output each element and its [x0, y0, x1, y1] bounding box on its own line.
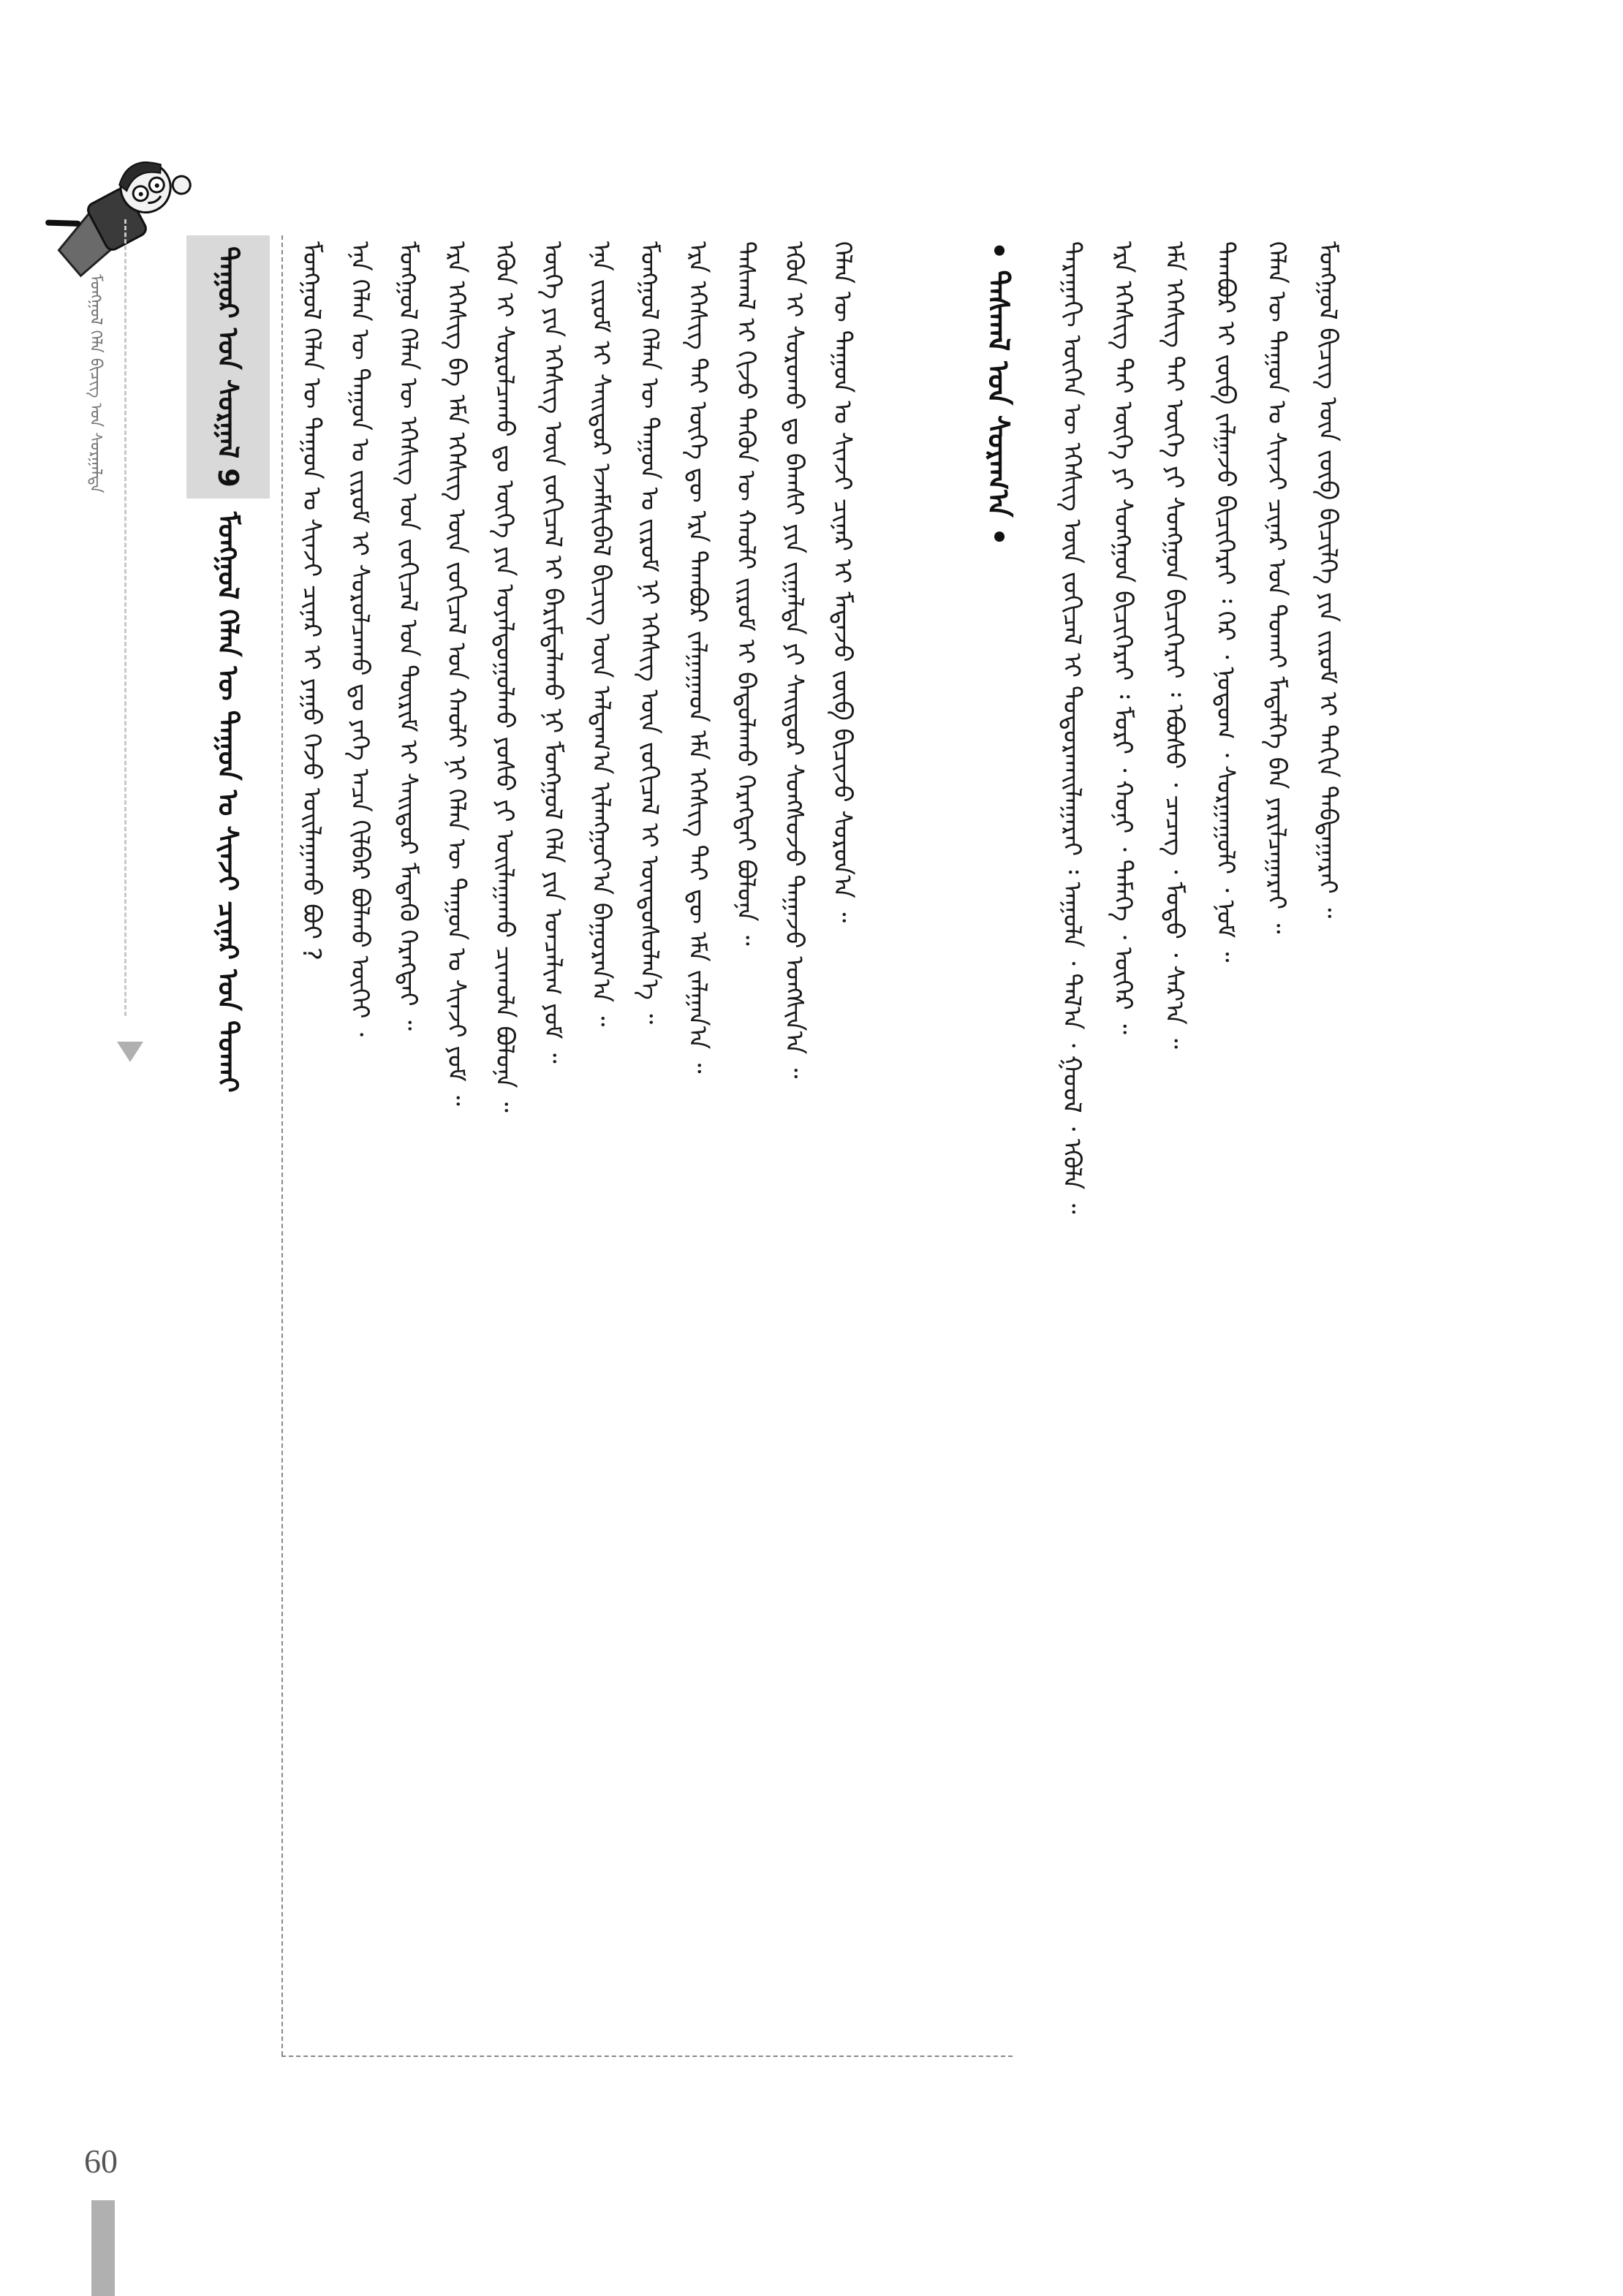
page-edge-tab [91, 2200, 115, 2296]
lesson-title [186, 512, 270, 1652]
passage-column: ᠡᠷᠡ ᠡᠭᠡᠰᠢᠭ ᠪᠠ ᠡᠮᠡ ᠡᠭᠡᠰᠢᠭ ᠦᠨ ᠵᠣᠬᠢᠴᠠᠯ ᠤᠨ ᠬᠠᠤᠯᠢ ᠨᠢ ᠬᠡᠯᠡᠨ ᠦ ᠳᠠᠭᠤᠨ ᠤ ᠰᠢᠨᠵᠢ ᠶᠤᠮ ᠃ [442, 241, 471, 1106]
exercise-column: ᠡᠷᠡ ᠡᠭᠡᠰᠢᠭ ᠲᠡᠢ ᠦᠭᠡ ᠶᠢ ᠰᠣᠩᠭᠣᠨ ᠪᠢᠴᠢᠭᠡᠷᠡᠢ ᠄ ᠮᠣᠷᠢ ᠂ ᠬᠣᠨᠢ ᠂ ᠲᠡᠮᠡᠭᠡ ᠂ ᠦᠬᠡᠷ ᠃ [1108, 241, 1138, 1034]
passage-column: ᠳᠠᠰᠬᠠᠯ ᠢ ᠬᠢᠵᠦ ᠲᠡᠭᠦᠨ ᠦ ᠬᠠᠤᠯᠢ ᠵᠢᠷᠤᠮ ᠢ ᠪᠠᠲᠤᠯᠠᠬᠤ ᠬᠡᠷᠡᠭᠲᠡᠢ ᠪᠣᠯᠤᠨᠠ ᠃ [731, 241, 760, 946]
mascot-illustration [29, 132, 197, 278]
passage-column: ᠬᠡᠯᠡᠨ ᠦ ᠳᠠᠭᠤᠨ ᠤ ᠰᠢᠨᠵᠢ ᠴᠢᠨᠠᠷ ᠢ ᠮᠡᠳᠡᠵᠦ ᠵᠦᠪ ᠪᠢᠴᠢᠵᠦ ᠰᠤᠷᠤᠨ᠎ᠠ ᠃ [828, 241, 857, 923]
passage-column: ᠡᠭᠦᠨ ᠢ ᠰᠤᠷᠤᠯᠴᠠᠬᠤ ᠳᠤ ᠦᠭᠡ ᠶᠢᠨ ᠤᠶᠠᠯᠳᠤᠭᠤᠯᠬᠤ ᠶᠣᠰᠤ ᠶᠢ ᠣᠢᠯᠠᠭᠠᠬᠤ ᠴᠢᠬᠤᠯᠠ ᠪᠣᠯᠤᠨᠠ ᠃ [490, 241, 519, 1113]
exercise-section [1053, 241, 1347, 2047]
passage-column: ᠦᠭᠡ ᠶᠢᠨ ᠡᠭᠡᠰᠢᠭ ᠦᠨ ᠵᠣᠬᠢᠴᠠᠯ ᠢ ᠪᠠᠷᠢᠮᠲᠠᠯᠠᠬᠤ ᠨᠢ ᠮᠣᠩᠭᠣᠯ ᠬᠡᠯᠡ ᠶᠢᠨ ᠣᠨᠴᠠᠯᠢᠭ ᠶᠤᠮ ᠃ [538, 241, 567, 1064]
exercise-column: ᠬᠡᠯᠡᠨ ᠦ ᠳᠠᠭᠤᠨ ᠤ ᠰᠢᠨᠵᠢ ᠴᠢᠨᠠᠷ ᠤᠨ ᠲᠤᠬᠠᠢ ᠮᠡᠳᠡᠯᠭᠡ ᠪᠡᠨ ᠶᠠᠷᠢᠯᠴᠠᠭᠠᠷᠠᠢ ᠃ [1262, 241, 1291, 934]
reading-box-bottom-border [281, 2056, 1013, 2057]
lesson-title-text: ᠮᠣᠩᠭᠣᠯ ᠬᠡᠯᠡᠨ ᠦ ᠳᠠᠭᠤᠨ ᠤ ᠰᠢᠨᠵᠢ ᠴᠢᠨᠠᠷ ᠤᠨ ᠲᠤᠬᠠᠢ [212, 512, 244, 1093]
exercise-column: ᠳᠠᠭᠪᠤᠷ ᠢ ᠵᠦᠪ ᠵᠠᠯᠭᠠᠵᠤ ᠪᠢᠴᠢᠭᠡᠷᠡᠢ ᠄ ᠭᠡᠷ ᠂ ᠨᠤᠲᠤᠭ ᠂ ᠰᠤᠷᠭᠠᠭᠤᠯᠢ ᠂ ᠨᠣᠮ ᠃ [1211, 241, 1240, 963]
triangle-marker-icon [117, 1042, 143, 1062]
exercise-column: ᠡᠮᠡ ᠡᠭᠡᠰᠢᠭ ᠲᠡᠢ ᠦᠭᠡ ᠶᠢ ᠰᠣᠩᠭᠣᠨ ᠪᠢᠴᠢᠭᠡᠷᠡᠢ ᠄ ᠡᠪᠦᠰᠦ ᠂ ᠴᠡᠴᠡᠭ ᠂ ᠮᠣᠳᠣ ᠂ ᠰᠠᠷ᠎ᠠ ᠃ [1159, 241, 1189, 1049]
header-divider [124, 219, 126, 1016]
reading-box-border [281, 235, 283, 2056]
reading-passage [292, 241, 861, 2047]
passage-column: ᠡᠨᠡ ᠵᠢᠷᠤᠮ ᠢ ᠰᠠᠢᠲᠤᠷ ᠡᠵᠡᠮᠰᠢᠪᠡᠯ ᠪᠢᠴᠢᠭ ᠦᠨ ᠠᠯᠳᠠᠭ᠎ᠠ ᠢᠯᠠᠩᠭᠤᠶ᠎ᠠ ᠪᠠᠭᠤᠷᠠᠨ᠎ᠠ ᠃ [586, 241, 616, 1027]
exercise-column: ᠮᠣᠩᠭᠣᠯ ᠪᠢᠴᠢᠭ ᠦᠨ ᠵᠦᠪ ᠪᠢᠴᠢᠯᠭᠡ ᠶᠢᠨ ᠵᠢᠷᠤᠮ ᠢ ᠳᠠᠬᠢᠨ ᠳᠠᠪᠲᠠᠭᠠᠷᠠᠢ ᠃ [1313, 241, 1342, 919]
passage-column: ᠡᠷᠡ ᠡᠭᠡᠰᠢᠭ ᠲᠡᠢ ᠦᠭᠡ ᠳᠦ ᠡᠷᠡ ᠳᠠᠭᠪᠤᠷ ᠵᠠᠯᠭᠠᠭᠠᠳ ᠡᠮᠡ ᠡᠭᠡᠰᠢᠭ ᠲᠡᠢ ᠳᠦ ᠡᠮᠡ ᠵᠠᠯᠭᠠᠨ᠎ᠠ ᠃ [683, 241, 712, 1074]
passage-column: ᠡᠭᠦᠨ ᠢ ᠰᠤᠷᠤᠬᠤ ᠳᠤ ᠪᠠᠭᠰᠢ ᠶᠢᠨ ᠵᠢᠭᠠᠯᠲᠠ ᠶᠢ ᠰᠠᠢᠲᠤᠷ ᠰᠣᠩᠰᠣᠵᠤ ᠳᠠᠭᠠᠵᠤ ᠤᠩᠰᠢᠨ᠎ᠠ ᠃ [779, 241, 809, 1079]
passage-column: ᠮᠣᠩᠭᠣᠯ ᠬᠡᠯᠡᠨ ᠦ ᠳᠠᠭᠤᠨ ᠤ ᠵᠢᠷᠤᠮ ᠨᠢ ᠡᠭᠡᠰᠢᠭ ᠦᠨ ᠵᠣᠬᠢᠴᠠᠯ ᠢ ᠦᠨᠳᠦᠰᠦᠯᠡᠨ᠎ᠡ ᠃ [635, 241, 664, 1025]
passage-column: ᠮᠣᠩᠭᠣᠯ ᠬᠡᠯᠡᠨ ᠦ ᠡᠭᠡᠰᠢᠭ ᠤᠨ ᠵᠣᠬᠢᠴᠠᠯ ᠤᠨ ᠳᠦᠷᠢᠮ ᠢ ᠰᠠᠢᠲᠤᠷ ᠮᠡᠳᠡᠬᠦ ᠬᠡᠷᠡᠭᠲᠡᠢ ᠃ [393, 241, 423, 1031]
page-number: 60 [84, 2142, 118, 2180]
exercise-heading-text: • ᠳᠠᠰᠬᠠᠯ ᠤᠨ ᠰᠤᠷᠠᠭ᠎ᠠ • [981, 241, 1015, 546]
lesson-number-label: ᠳᠠᠭᠤᠷ ᠤᠨ ᠰᠤᠷᠭᠠᠯ 9 [212, 246, 244, 488]
exercise-column: ᠳᠠᠷᠠᠭᠠᠬᠢ ᠦᠭᠡᠨ ᠦ ᠡᠭᠡᠰᠢᠭ ᠦᠨ ᠵᠣᠬᠢᠴᠠᠯ ᠢ ᠲᠣᠳᠤᠷᠬᠠᠢᠯᠠᠭᠠᠷᠠᠢ ᠄ ᠠᠭᠤᠯᠠ ᠂ ᠲᠠᠯ᠎ᠠ ᠂ ᠭᠣᠣᠯ ᠂ ᠡᠭᠦᠯᠡ ᠃ [1057, 241, 1086, 1214]
lesson-number-band [186, 235, 270, 499]
passage-column: ᠡᠨᠡ ᠬᠡᠯᠡᠨ ᠦ ᠳᠠᠭᠤᠨ ᠤ ᠵᠢᠷᠤᠮ ᠢ ᠰᠤᠷᠤᠯᠴᠠᠬᠤ ᠳᠤ ᠶᠡᠬᠡ ᠠᠴᠠ ᠬᠢᠯᠪᠠᠷ ᠪᠣᠯᠬᠤ ᠦᠭᠡᠢ ᠂ [345, 241, 374, 1037]
running-header [73, 274, 117, 1034]
exercise-heading [972, 241, 1024, 585]
passage-column: ᠮᠣᠩᠭᠣᠯ ᠬᠡᠯᠡᠨ ᠦ ᠳᠠᠭᠤᠨ ᠤ ᠰᠢᠨᠵᠢ ᠴᠢᠨᠠᠷ ᠢ ᠶᠠᠭᠤ ᠭᠡᠵᠦ ᠣᠢᠯᠠᠭᠠᠬᠤ ᠪᠤᠢ ? [297, 241, 326, 961]
running-header-text: ᠮᠣᠩᠭᠣᠯ ᠬᠡᠯᠡ ᠪᠢᠴᠢᠭ ᠤᠨ ᠰᠤᠷᠭᠠᠯᠲᠠ [86, 274, 105, 493]
